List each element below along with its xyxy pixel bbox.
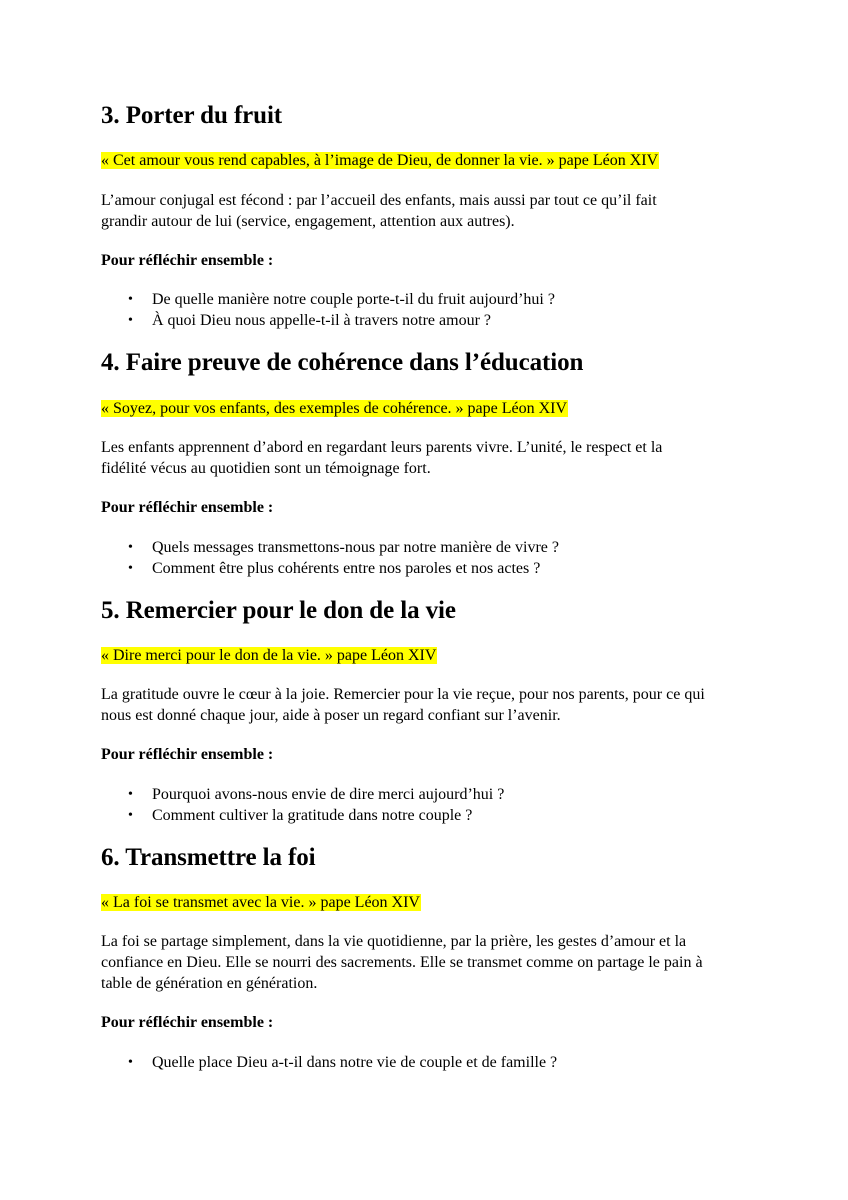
list-item	[101, 310, 555, 331]
question-text: Comment cultiver la gratitude dans notre couple ?	[152, 807, 473, 824]
paragraph-line: nous est donné chaque jour, aide à poser un regard confiant sur l’avenir.	[101, 707, 561, 724]
highlighted-quote	[101, 645, 437, 666]
quote-text: « Dire merci pour le don de la vie. » pape Léon XIV	[101, 647, 437, 664]
bullet-icon: •	[128, 1055, 133, 1070]
section-paragraph	[101, 931, 761, 994]
quote-text: « Soyez, pour vos enfants, des exemples de cohérence. » pape Léon XIV	[101, 400, 568, 417]
section-heading: 5. Remercier pour le don de la vie	[101, 597, 456, 624]
bullet-icon: •	[128, 561, 133, 576]
reflection-prompt: Pour réfléchir ensemble :	[101, 1014, 274, 1031]
paragraph-line: fidélité vécus au quotidien sont un témoignage fort.	[101, 460, 431, 477]
bullet-icon: •	[128, 540, 133, 555]
quote-text: « Cet amour vous rend capables, à l’image de Dieu, de donner la vie. » pape Léon XIV	[101, 152, 659, 169]
list-item	[101, 1052, 557, 1073]
section-heading: 6. Transmettre la foi	[101, 844, 316, 871]
list-item	[101, 784, 504, 805]
highlighted-quote	[101, 150, 659, 171]
bullet-icon: •	[128, 292, 133, 307]
paragraph-line: L’amour conjugal est fécond : par l’accueil des enfants, mais aussi par tout ce qu’il fait	[101, 192, 657, 209]
question-text: Comment être plus cohérents entre nos paroles et nos actes ?	[152, 560, 541, 577]
highlighted-quote	[101, 398, 568, 419]
highlighted-quote	[101, 892, 421, 913]
paragraph-line: Les enfants apprennent d’abord en regardant leurs parents vivre. L’unité, le respect et la	[101, 439, 663, 456]
question-text: À quoi Dieu nous appelle-t-il à travers notre amour ?	[152, 312, 491, 329]
list-item	[101, 805, 504, 826]
question-list	[101, 289, 555, 331]
bullet-icon: •	[128, 313, 133, 328]
list-item	[101, 537, 559, 558]
paragraph-line: confiance en Dieu. Elle se nourri des sacrements. Elle se transmet comme on partage le pain à	[101, 954, 703, 971]
paragraph-line: La foi se partage simplement, dans la vie quotidienne, par la prière, les gestes d’amour et la	[101, 933, 687, 950]
section-paragraph	[101, 684, 761, 726]
section-heading: 4. Faire preuve de cohérence dans l’éducation	[101, 349, 584, 376]
paragraph-line: La gratitude ouvre le cœur à la joie. Remercier pour la vie reçue, pour nos parents, pour ce qui	[101, 686, 705, 703]
bullet-icon: •	[128, 787, 133, 802]
question-list	[101, 1052, 557, 1073]
reflection-prompt: Pour réfléchir ensemble :	[101, 746, 274, 763]
section-heading: 3. Porter du fruit	[101, 102, 283, 129]
quote-text: « La foi se transmet avec la vie. » pape Léon XIV	[101, 894, 420, 911]
question-text: Quels messages transmettons-nous par notre manière de vivre ?	[152, 539, 559, 556]
bullet-icon: •	[128, 808, 133, 823]
list-item	[101, 289, 555, 310]
question-list	[101, 537, 559, 579]
paragraph-line: grandir autour de lui (service, engagement, attention aux autres).	[101, 213, 515, 230]
list-item	[101, 558, 559, 579]
section-paragraph	[101, 190, 761, 232]
question-list	[101, 784, 504, 826]
section-paragraph	[101, 437, 761, 479]
paragraph-line: table de génération en génération.	[101, 975, 318, 992]
question-text: Pourquoi avons-nous envie de dire merci aujourd’hui ?	[152, 786, 505, 803]
question-text: Quelle place Dieu a-t-il dans notre vie de couple et de famille ?	[152, 1054, 558, 1071]
reflection-prompt: Pour réfléchir ensemble :	[101, 499, 274, 516]
question-text: De quelle manière notre couple porte-t-il du fruit aujourd’hui ?	[152, 291, 555, 308]
reflection-prompt: Pour réfléchir ensemble :	[101, 252, 274, 269]
